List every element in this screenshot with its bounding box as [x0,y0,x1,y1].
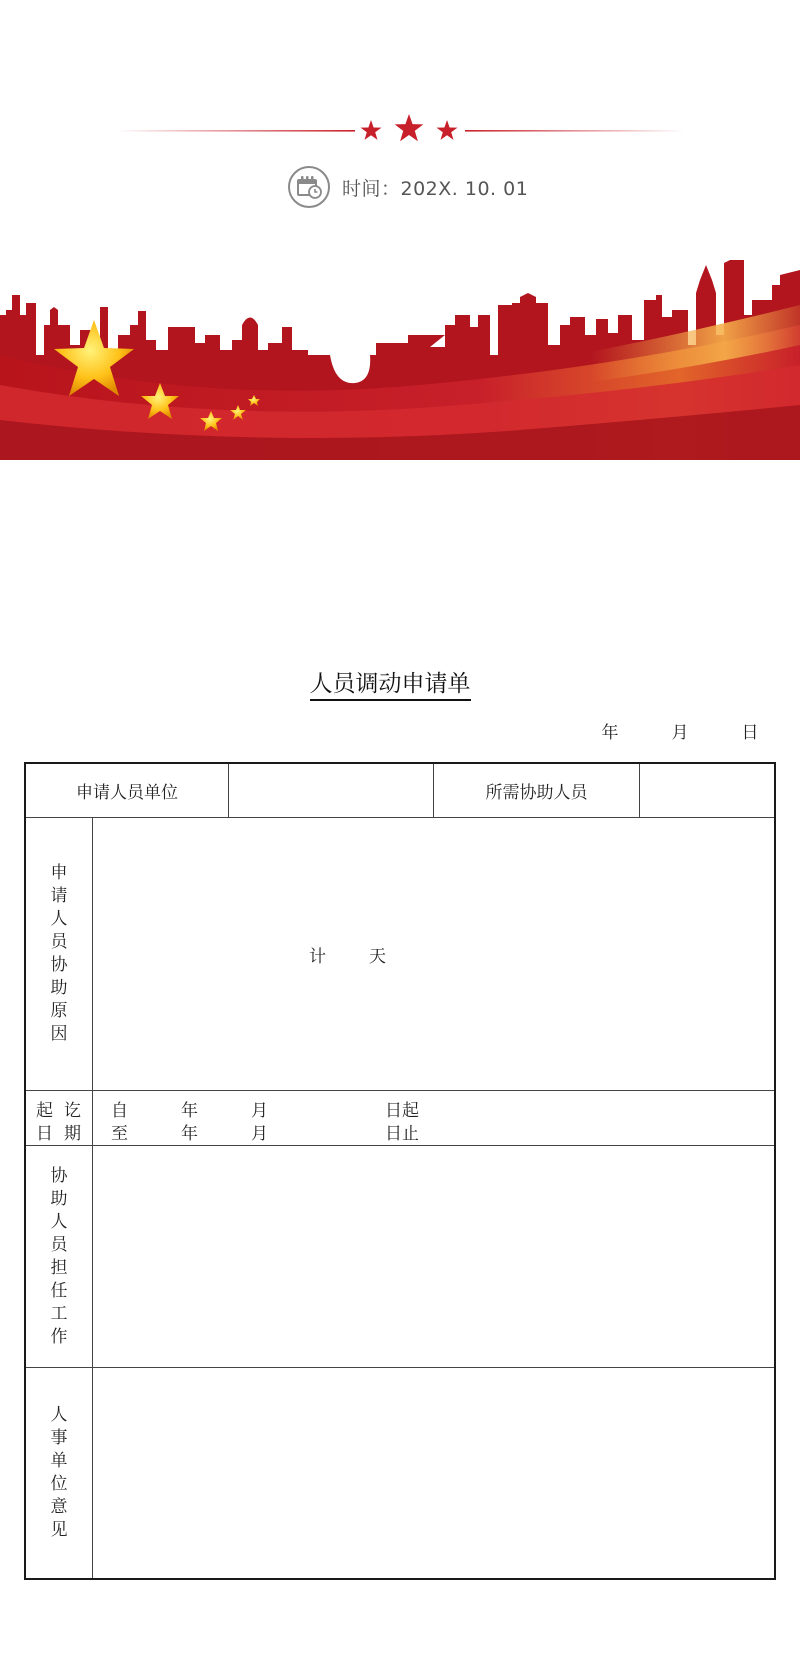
divider-line-right [465,130,685,132]
star-icon [437,120,458,140]
from-prefix: 自 [111,1101,128,1121]
duties-field[interactable] [93,1146,774,1367]
applicant-unit-label: 申请人员单位 [76,783,178,803]
form-date-fill [600,718,760,743]
period-field[interactable] [93,1091,774,1145]
skyline-banner-illustration [0,255,800,460]
reason-label: 申 请 人 员 协 助 原 因 [50,863,68,1044]
to-year: 年 [181,1124,198,1144]
to-prefix: 至 [111,1124,128,1144]
date-month-label: 月 [671,723,689,743]
assist-person-label: 所需协助人员 [485,783,588,803]
from-month: 月 [251,1101,268,1121]
to-suffix: 日止 [385,1124,419,1144]
day-unit-label: 天 [369,947,386,967]
hr-opinion-field[interactable] [93,1368,774,1578]
from-year: 年 [181,1101,198,1121]
duties-label: 协 助 人 员 担 任 工 作 [50,1165,68,1347]
date-year-label: 年 [601,723,619,743]
form-title: 人员调动申请单 [0,665,780,698]
assist-person-field[interactable] [640,764,774,817]
divider-line-left [115,130,355,132]
period-label: 起 讫 日 期 [36,1101,81,1144]
from-suffix: 日起 [385,1101,419,1121]
to-month: 月 [251,1124,268,1144]
star-icon [395,114,424,141]
reason-field[interactable] [93,818,774,1090]
date-day-label: 日 [741,723,759,743]
calendar-clock-icon [288,166,330,208]
star-icon [361,120,382,140]
hr-opinion-label: 人 事 单 位 意 见 [50,1405,68,1540]
date-label: 时间：202X. 10. 01 [342,177,529,200]
application-form-table [24,762,776,1580]
star-divider-ornament [0,110,800,150]
date-row [288,165,528,209]
count-label: 计 [309,947,326,967]
applicant-unit-field[interactable] [229,764,433,817]
